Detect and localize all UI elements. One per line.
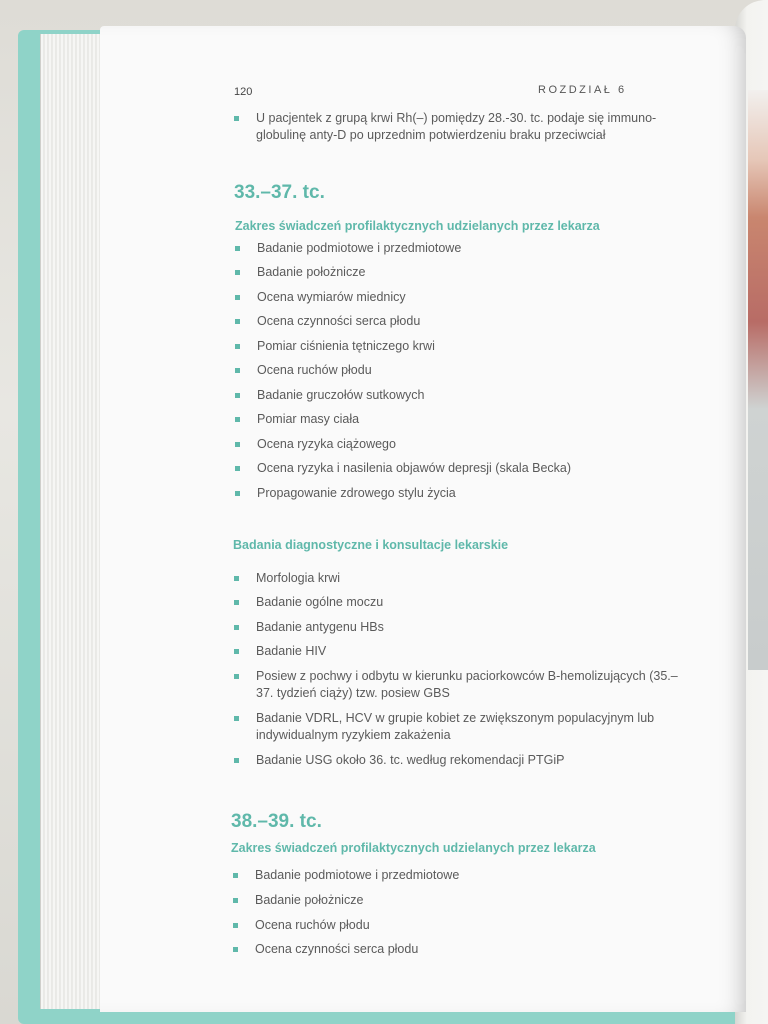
page-number: 120 bbox=[234, 86, 253, 98]
list-item-text: Badanie położnicze bbox=[255, 893, 364, 907]
list-item bbox=[257, 411, 677, 428]
bullet-square-icon bbox=[234, 649, 239, 654]
list-item bbox=[257, 338, 677, 355]
subheading-diagnostyka: Badania diagnostyczne i konsultacje lekarskie bbox=[233, 538, 509, 552]
page-content bbox=[100, 26, 746, 1012]
bullet-square-icon bbox=[234, 625, 239, 630]
list-item-text: Ocena ryzyka i nasilenia objawów depresji (skala Becka) bbox=[257, 461, 572, 475]
list-item-text: Pomiar ciśnienia tętniczego krwi bbox=[257, 339, 435, 353]
list-item-text: Badanie podmiotowe i przedmiotowe bbox=[257, 241, 462, 255]
list-item bbox=[256, 643, 676, 660]
bullet-square-icon bbox=[235, 466, 240, 471]
list-item bbox=[255, 892, 675, 909]
bullet-square-icon bbox=[234, 576, 239, 581]
list-item bbox=[257, 362, 677, 379]
list-item-text: Ocena wymiarów miednicy bbox=[257, 290, 406, 304]
list-item-text: Badanie antygenu HBs bbox=[256, 620, 384, 634]
bullet-square-icon bbox=[234, 758, 239, 763]
bullet-square-icon bbox=[233, 947, 238, 952]
bullet-square-icon bbox=[235, 491, 240, 496]
bullet-square-icon bbox=[233, 873, 238, 878]
list-item-text: Badanie podmiotowe i przedmiotowe bbox=[255, 868, 460, 882]
bullet-square-icon bbox=[234, 116, 239, 121]
list-item-text: Badanie gruczołów sutkowych bbox=[257, 388, 425, 402]
bullet-square-icon bbox=[233, 923, 238, 928]
intro-list-item bbox=[256, 110, 686, 144]
list-item bbox=[257, 485, 677, 502]
list-item-text: Pomiar masy ciała bbox=[257, 412, 360, 426]
list-item bbox=[256, 668, 688, 702]
list-item bbox=[257, 436, 677, 453]
list-item-text: Ocena czynności serca płodu bbox=[255, 942, 419, 956]
list-item-text: Ocena ryzyka ciążowego bbox=[257, 437, 396, 451]
list-item-text: Badanie USG około 36. tc. według rekomendacji PTGiP bbox=[256, 753, 565, 767]
list-item bbox=[255, 867, 675, 884]
bullet-square-icon bbox=[234, 674, 239, 679]
bullet-square-icon bbox=[234, 716, 239, 721]
list-item bbox=[257, 313, 677, 330]
section-title-38-39: 38.–39. tc. bbox=[231, 811, 322, 832]
subheading-profilaktyka-2: Zakres świadczeń profilaktycznych udzielanych przez lekarza bbox=[231, 841, 596, 855]
bullet-square-icon bbox=[235, 319, 240, 324]
chapter-header: ROZDZIAŁ 6 bbox=[538, 84, 627, 96]
bullet-square-icon bbox=[233, 898, 238, 903]
bullet-square-icon bbox=[235, 246, 240, 251]
list-item-text: Morfologia krwi bbox=[256, 571, 341, 585]
bullet-square-icon bbox=[235, 417, 240, 422]
list-item-text: Badanie położnicze bbox=[257, 265, 366, 279]
intro-list-item-text: U pacjentek z grupą krwi Rh(–) pomiędzy 28.-30. tc. podaje się immuno-globulinę anty-D po uprzednim potwierdzeniu braku przeciwciał bbox=[256, 111, 657, 142]
list-item bbox=[256, 752, 688, 769]
list-item bbox=[256, 619, 676, 636]
list-item bbox=[256, 710, 688, 744]
list-item-text: Badanie ogólne moczu bbox=[256, 595, 384, 609]
subheading-profilaktyka-1: Zakres świadczeń profilaktycznych udzielanych przez lekarza bbox=[235, 219, 600, 233]
list-item bbox=[255, 941, 675, 958]
list-item bbox=[257, 387, 677, 404]
list-item bbox=[255, 917, 675, 934]
section-title-33-37: 33.–37. tc. bbox=[234, 182, 325, 203]
bullet-square-icon bbox=[235, 344, 240, 349]
bullet-square-icon bbox=[235, 368, 240, 373]
bullet-square-icon bbox=[235, 270, 240, 275]
bullet-square-icon bbox=[235, 393, 240, 398]
list-item bbox=[257, 289, 677, 306]
bullet-square-icon bbox=[235, 442, 240, 447]
bullet-square-icon bbox=[234, 600, 239, 605]
list-item bbox=[257, 460, 687, 477]
book-page bbox=[100, 26, 746, 1012]
right-page-photo bbox=[748, 90, 768, 670]
list-item-text: Propagowanie zdrowego stylu życia bbox=[257, 486, 456, 500]
list-item bbox=[257, 264, 677, 281]
list-item bbox=[256, 570, 676, 587]
list-item-text: Posiew z pochwy i odbytu w kierunku paciorkowców B-hemolizujących (35.–37. tydzień ciąży) tzw. posiew GBS bbox=[256, 669, 678, 700]
list-item bbox=[257, 240, 677, 257]
list-item-text: Ocena ruchów płodu bbox=[255, 918, 370, 932]
list-item-text: Badanie HIV bbox=[256, 644, 327, 658]
list-item-text: Ocena ruchów płodu bbox=[257, 363, 372, 377]
list-item-text: Ocena czynności serca płodu bbox=[257, 314, 421, 328]
bullet-square-icon bbox=[235, 295, 240, 300]
list-item-text: Badanie VDRL, HCV w grupie kobiet ze zwiększonym populacyjnym lub indywidualnym ryzykiem zakażenia bbox=[256, 711, 655, 742]
list-item bbox=[256, 594, 676, 611]
